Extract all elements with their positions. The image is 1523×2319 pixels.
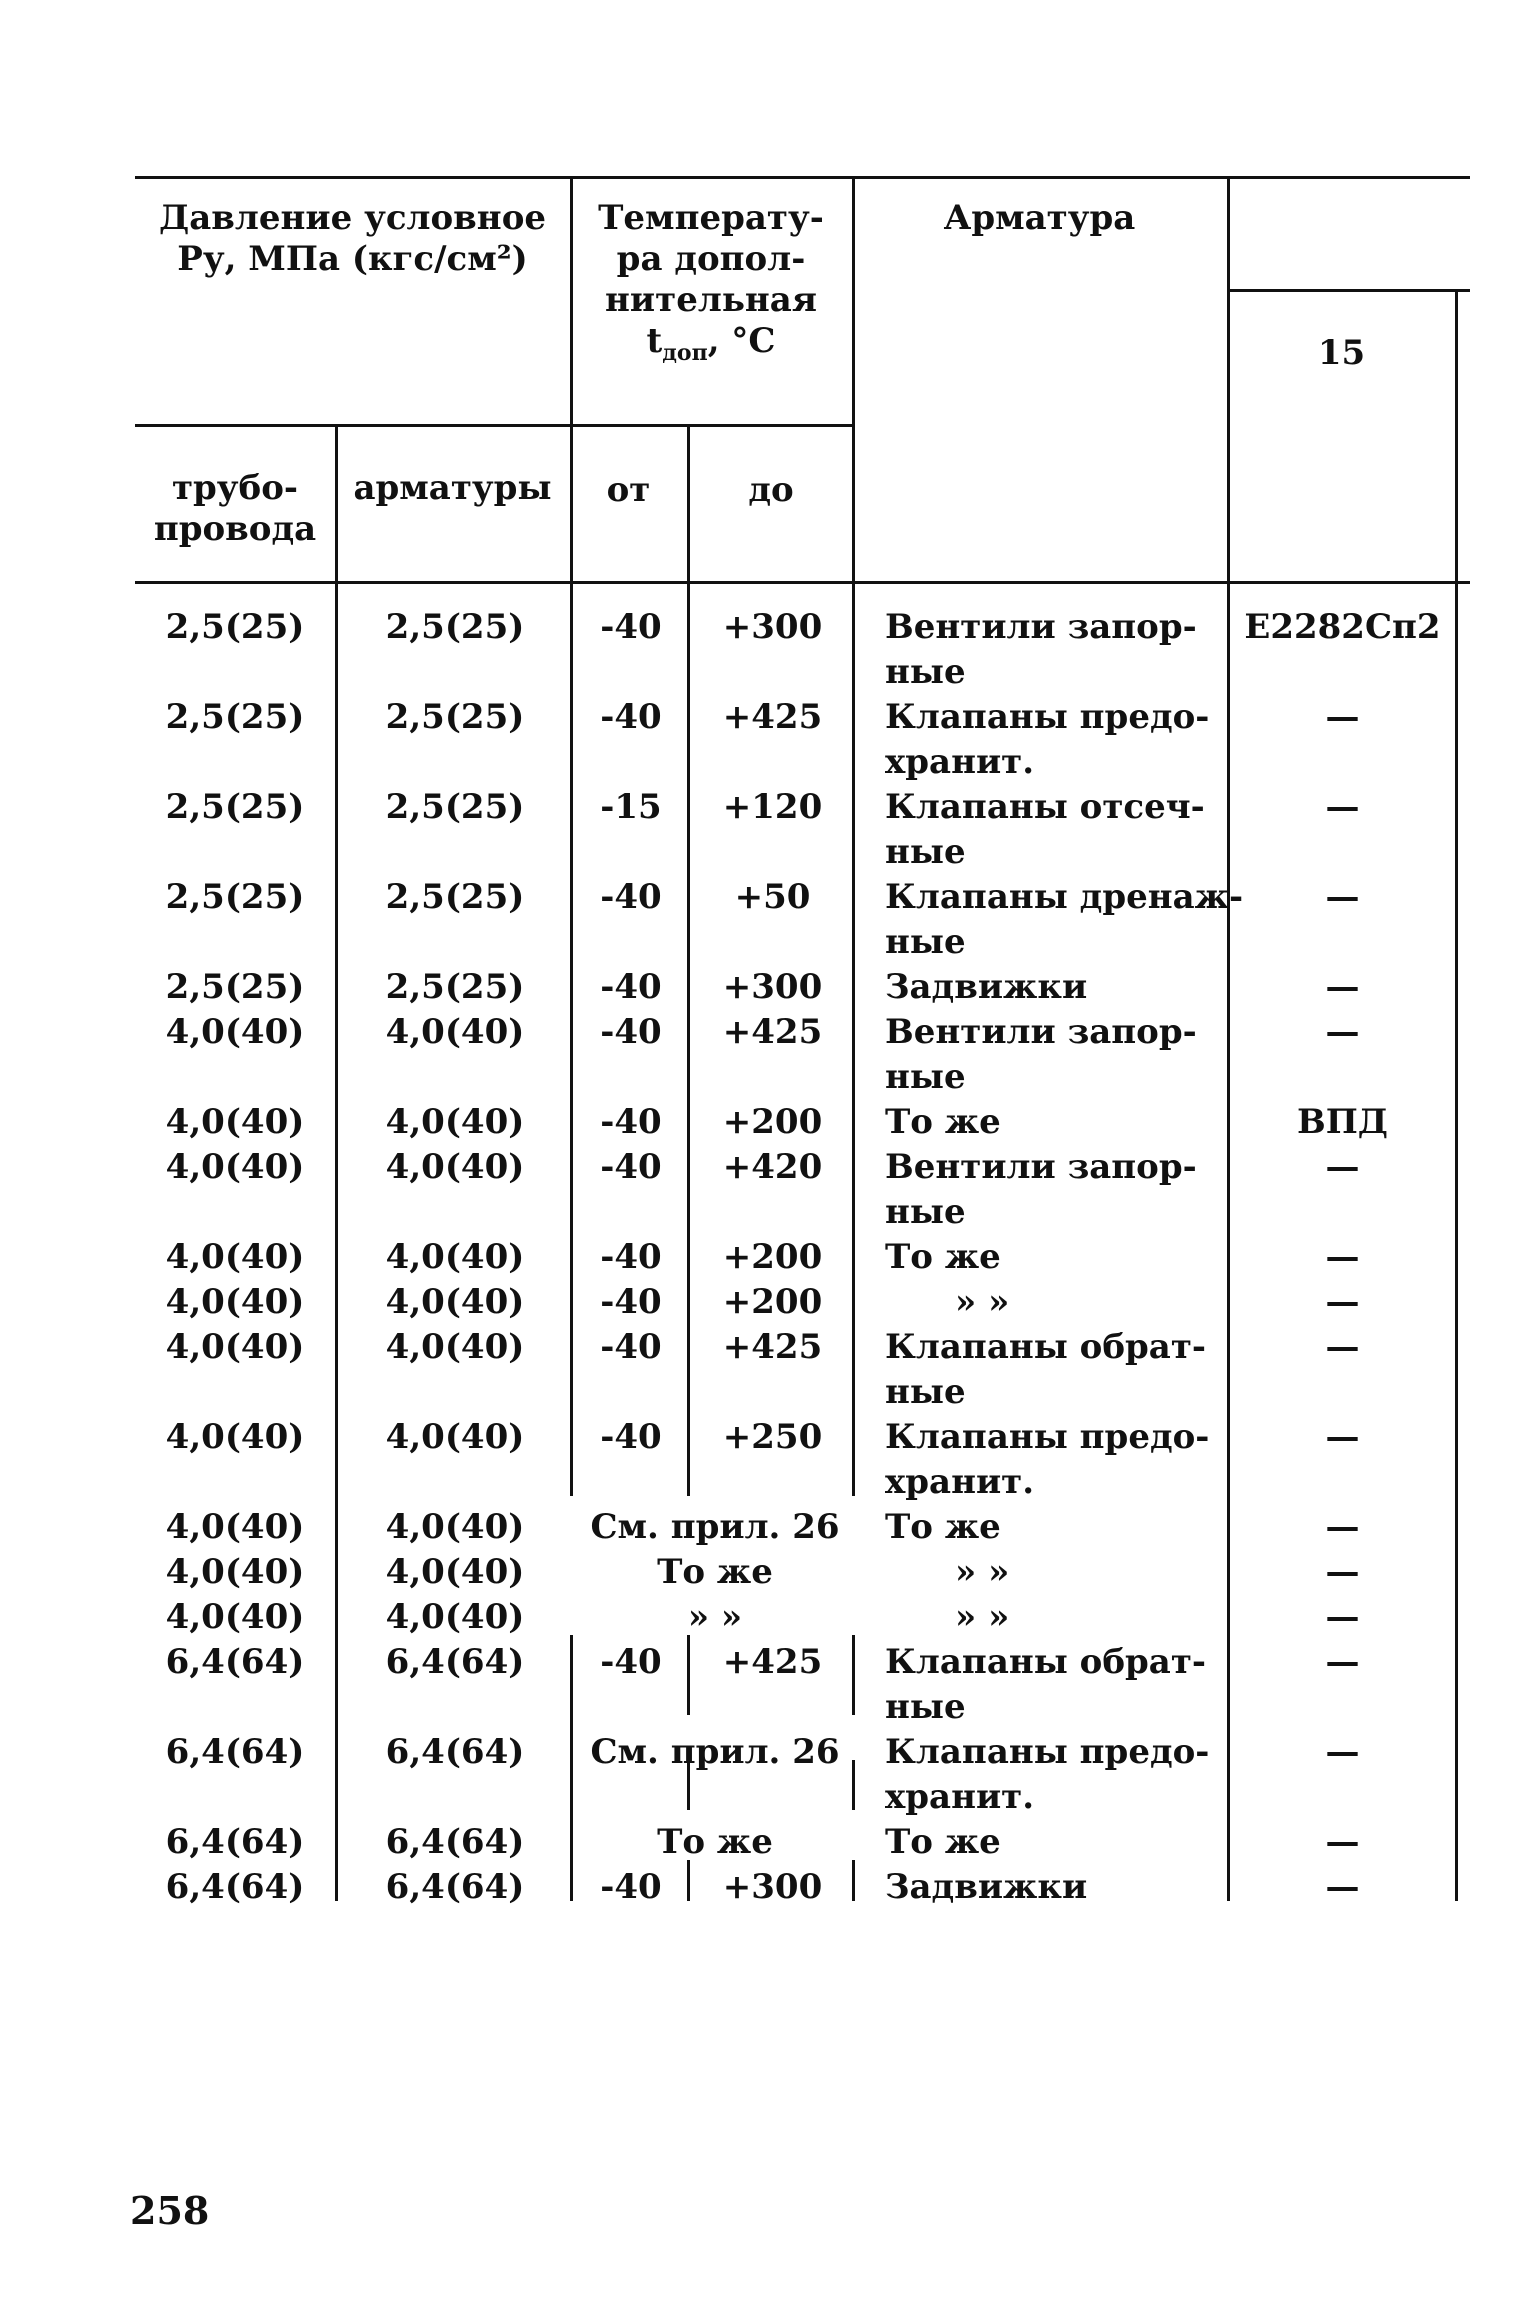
header-temp-line4 [570,321,852,374]
cell-fitting-name: ные [885,652,966,692]
header-col15-label: 15 [1317,333,1366,373]
header-vline-code-right [1455,289,1458,581]
cell-col15: — [1325,1147,1360,1187]
header-pipe-line1: трубо- [171,468,299,508]
cell-pressure-fitting: 2,5(25) [385,787,525,827]
cell-col15: — [1325,1237,1360,1277]
cell-pressure-fitting: 4,0(40) [385,1327,525,1367]
cell-col15: — [1325,1282,1360,1322]
cell-fitting-name: ные [885,1057,966,1097]
cell-pressure-fitting: 2,5(25) [385,967,525,1007]
cell-fitting-name: То же [885,1507,1001,1547]
cell-temp-from: -40 [600,1282,662,1322]
cell-temp-from: -40 [600,1147,662,1187]
cell-fitting-name: Клапаны предо- [885,1732,1210,1772]
cell-fitting-name: Задвижки [885,1867,1088,1907]
cell-temp-to: +420 [722,1147,823,1187]
cell-pressure-pipe: 6,4(64) [165,1732,305,1772]
header-temp-from [570,470,687,511]
header-pressure-pipe [135,468,335,550]
cell-temp-from: -40 [600,1642,662,1682]
cell-pressure-fitting: 4,0(40) [385,1552,525,1592]
cell-col15: — [1325,1642,1360,1682]
cell-fitting-name: Клапаны отсеч- [885,787,1205,827]
cell-fitting-name: То же [885,1237,1001,1277]
cell-fitting-name: хранит. [885,1462,1035,1502]
cell-pressure-pipe: 6,4(64) [165,1822,305,1862]
cell-temp-from: -40 [600,1012,662,1052]
cell-col15: — [1325,1012,1360,1052]
cell-col15: — [1325,1867,1360,1907]
cell-pressure-pipe: 4,0(40) [165,1147,305,1187]
cell-pressure-fitting: 6,4(64) [385,1642,525,1682]
cell-temp-from: -40 [600,1417,662,1457]
cell-pressure-fitting: 2,5(25) [385,877,525,917]
cell-col15: — [1325,877,1360,917]
cell-fitting-name: Вентили запор- [885,1147,1197,1187]
cell-fitting-name: Клапаны обрат- [885,1642,1206,1682]
cell-pressure-pipe: 2,5(25) [165,877,305,917]
cell-pressure-fitting: 4,0(40) [385,1507,525,1547]
header-to-label: до [748,470,794,510]
cell-temp-to: +300 [722,967,823,1007]
header-fitting-label: арматуры [353,468,552,508]
cell-fitting-name: хранит. [885,1777,1035,1817]
cell-temp-to: +200 [722,1282,823,1322]
cell-pressure-fitting: 2,5(25) [385,697,525,737]
cell-temp-to: +425 [722,697,823,737]
cell-pressure-pipe: 2,5(25) [165,967,305,1007]
cell-pressure-pipe: 6,4(64) [165,1867,305,1907]
cell-temp-to: +425 [722,1012,823,1052]
cell-pressure-fitting: 4,0(40) [385,1012,525,1052]
cell-fitting-name: ные [885,1687,966,1727]
cell-temp-to: +300 [722,1867,823,1907]
cell-pressure-fitting: 6,4(64) [385,1732,525,1772]
cell-pressure-fitting: 4,0(40) [385,1237,525,1277]
cell-col15: — [1325,967,1360,1007]
cell-fitting-name: Вентили запор- [885,1012,1197,1052]
cell-temp-to: +200 [722,1102,823,1142]
cell-pressure-pipe: 4,0(40) [165,1012,305,1052]
cell-col15: — [1325,1507,1360,1547]
cell-temperature-merged: См. прил. 26 [590,1507,840,1547]
body-vline-code-right [1455,581,1458,1901]
cell-temp-from: -40 [600,1867,662,1907]
cell-col15: — [1325,787,1360,827]
header-pressure-fitting [335,468,570,509]
cell-pressure-pipe: 2,5(25) [165,607,305,647]
cell-fitting-name: Задвижки [885,967,1088,1007]
page-number: 258 [130,2188,210,2233]
cell-fitting-name: Клапаны предо- [885,1417,1210,1457]
cell-temp-to: +425 [722,1327,823,1367]
cell-pressure-pipe: 6,4(64) [165,1642,305,1682]
header-temp-line2: ра допол- [616,239,806,279]
cell-pressure-pipe: 4,0(40) [165,1327,305,1367]
cell-pressure-pipe: 4,0(40) [165,1417,305,1457]
pressure-sub-rule [135,424,855,427]
cell-col15: — [1325,1417,1360,1457]
cell-fitting-name: Вентили запор- [885,607,1197,647]
cell-temp-to: +50 [734,877,811,917]
cell-pressure-pipe: 4,0(40) [165,1507,305,1547]
cell-pressure-pipe: 4,0(40) [165,1237,305,1277]
header-pipe-line2: провода [153,509,317,549]
header-pressure-line1: Давление условное [159,198,546,238]
header-temp-line1: Температу- [598,198,824,238]
cell-col15: — [1325,1552,1360,1592]
cell-pressure-pipe: 4,0(40) [165,1102,305,1142]
cell-pressure-pipe: 4,0(40) [165,1552,305,1592]
cell-fitting-name: » » [955,1552,1010,1592]
cell-fitting-name: хранит. [885,742,1035,782]
body-vline-arm-temp-low [570,1635,573,1901]
header-temp-title [570,198,852,374]
body-vline-arm-temp [570,581,573,1496]
cell-fitting-name: ные [885,1192,966,1232]
cell-temp-from: -40 [600,607,662,647]
temp-unit: , °С [707,321,776,361]
cell-fitting-name: » » [955,1597,1010,1637]
cell-temperature-merged: » » [687,1597,743,1637]
header-col15 [1228,333,1455,374]
cell-fitting-name: ные [885,922,966,962]
cell-temp-from: -40 [600,697,662,737]
cell-temp-to: +425 [722,1642,823,1682]
cell-fitting-name: Клапаны предо- [885,697,1210,737]
header-fitting [852,198,1227,239]
header-fitting-title: Арматура [943,198,1136,238]
table-top-rule [135,176,1470,179]
cell-col15: Е2282Сп2 [1244,607,1441,647]
header-pressure-title [135,198,570,280]
cell-pressure-fitting: 2,5(25) [385,607,525,647]
cell-fitting-name: Клапаны дренаж- [885,877,1244,917]
cell-col15: — [1325,1327,1360,1367]
cell-pressure-pipe: 2,5(25) [165,697,305,737]
cell-pressure-fitting: 4,0(40) [385,1102,525,1142]
cell-pressure-fitting: 4,0(40) [385,1282,525,1322]
header-vline-code-left [1227,176,1230,581]
cell-fitting-name: То же [885,1102,1001,1142]
cell-pressure-pipe: 2,5(25) [165,787,305,827]
cell-pressure-pipe: 4,0(40) [165,1282,305,1322]
cell-temp-from: -40 [600,967,662,1007]
cell-pressure-fitting: 4,0(40) [385,1147,525,1187]
cell-temp-from: -15 [600,787,662,827]
temp-symbol: t [646,321,663,361]
cell-temp-from: -40 [600,1327,662,1367]
cell-pressure-fitting: 6,4(64) [385,1822,525,1862]
cell-temp-from: -40 [600,1102,662,1142]
cell-temperature-merged: См. прил. 26 [590,1732,840,1772]
cell-col15: — [1325,1822,1360,1862]
cell-temperature-merged: То же [657,1822,773,1862]
header-pressure-line2: Ру, МПа (кгс/см²) [177,239,528,279]
temp-symbol-sub: доп [662,339,708,366]
cell-temp-from: -40 [600,1237,662,1277]
cell-pressure-fitting: 6,4(64) [385,1867,525,1907]
header-from-label: от [606,470,651,510]
cell-temp-to: +200 [722,1237,823,1277]
cell-fitting-name: Клапаны обрат- [885,1327,1206,1367]
cell-temperature-merged: То же [657,1552,773,1592]
cell-col15: — [1325,1597,1360,1637]
cell-temp-to: +120 [722,787,823,827]
cell-pressure-fitting: 4,0(40) [385,1597,525,1637]
header-temp-to [690,470,852,511]
cell-temp-to: +300 [722,607,823,647]
cell-temp-from: -40 [600,877,662,917]
cell-pressure-fitting: 4,0(40) [385,1417,525,1457]
body-vline-pipe-arm [335,581,338,1901]
cell-fitting-name: ные [885,832,966,872]
col15-top-rule [1228,289,1470,292]
cell-col15: — [1325,697,1360,737]
cell-col15: ВПД [1296,1102,1389,1142]
cell-col15: — [1325,1732,1360,1772]
cell-pressure-pipe: 4,0(40) [165,1597,305,1637]
cell-temp-to: +250 [722,1417,823,1457]
cell-fitting-name: » » [955,1282,1010,1322]
header-temp-line3: нительная [605,280,817,320]
cell-fitting-name: ные [885,1372,966,1412]
cell-fitting-name: То же [885,1822,1001,1862]
